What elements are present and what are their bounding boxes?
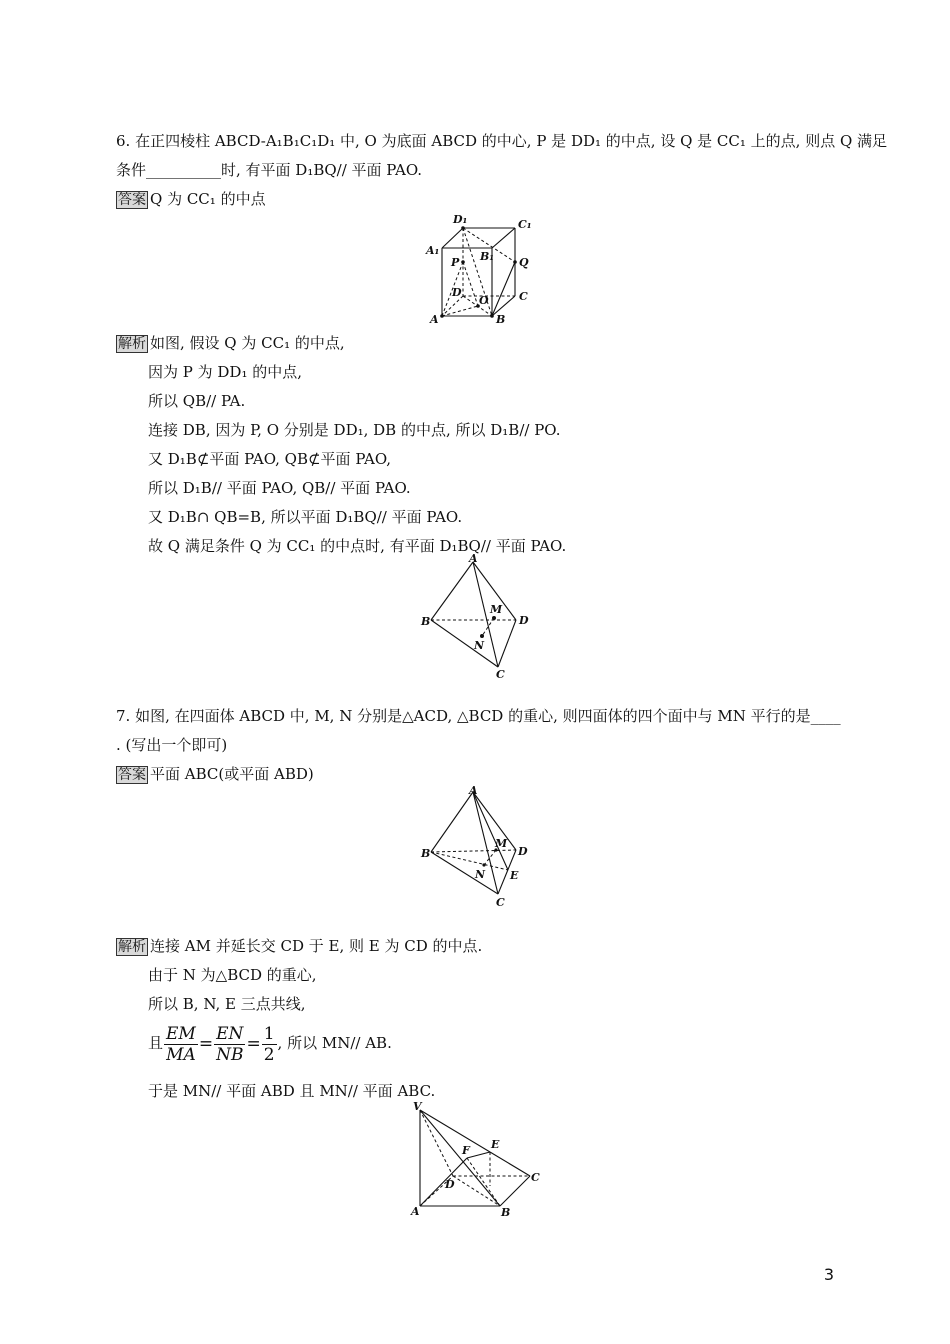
fraction-numerator: 1: [263, 1023, 275, 1044]
label-D: D: [452, 286, 462, 299]
pyramid-figure: [405, 1098, 550, 1223]
problem-6-line-2: 条件__________时, 有平面 D₁BQ// 平面 PAO.: [116, 161, 423, 179]
fraction-em-ma: [164, 1024, 198, 1065]
label-E: E: [491, 1138, 500, 1151]
label-E: E: [510, 869, 519, 882]
fraction-numerator: EM: [166, 1023, 196, 1044]
problem-7-analysis-2: 所以 B, N, E 三点共线,: [148, 995, 306, 1013]
problem-6-analysis-2: 所以 QB// PA.: [148, 392, 246, 410]
label-C: C: [496, 668, 505, 680]
problem-7-answer: [116, 764, 314, 784]
label-M: M: [495, 837, 508, 850]
label-A: A: [469, 552, 478, 565]
problem-7-analysis-0: [116, 936, 482, 956]
label-Q: Q: [519, 256, 529, 269]
fraction-denominator: 2: [263, 1044, 275, 1065]
label-V: V: [413, 1100, 422, 1113]
label-M: M: [490, 603, 503, 616]
problem-6-analysis-0: [116, 333, 345, 353]
label-N: N: [475, 868, 486, 881]
fraction-one-half: [262, 1024, 277, 1065]
page-number: 3: [823, 1265, 834, 1284]
tetrahedron-figure-2: [418, 782, 533, 912]
label-D1: D₁: [453, 213, 468, 226]
label-B: B: [421, 615, 431, 628]
problem-6-analysis-4: 又 D₁B⊄平面 PAO, QB⊄平面 PAO,: [148, 450, 392, 468]
problem-6-analysis-5: 所以 D₁B// 平面 PAO, QB// 平面 PAO.: [148, 479, 411, 497]
fraction-denominator: NB: [216, 1044, 244, 1065]
label-F: F: [462, 1144, 470, 1157]
label-A: A: [411, 1205, 420, 1218]
label-D: D: [518, 845, 528, 858]
problem-6-analysis-6: 又 D₁B∩ QB=B, 所以平面 D₁BQ// 平面 PAO.: [148, 508, 463, 526]
fraction-prefix: 且: [148, 1034, 164, 1052]
fraction-suffix: , 所以 MN// AB.: [277, 1034, 392, 1052]
problem-7-analysis-1: 由于 N 为△BCD 的重心,: [148, 966, 317, 984]
label-D: D: [445, 1178, 455, 1191]
label-B1: B₁: [480, 250, 495, 263]
label-O: O: [479, 294, 489, 307]
fraction-line: [148, 1022, 392, 1065]
label-N: N: [474, 639, 485, 652]
label-A: A: [430, 313, 439, 326]
fraction-numerator: EN: [214, 1024, 245, 1045]
label-C: C: [531, 1171, 540, 1184]
problem-6-analysis-3: 连接 DB, 因为 P, O 分别是 DD₁, DB 的中点, 所以 D₁B// PO.: [148, 421, 561, 439]
analysis-tag: 解析: [118, 336, 146, 352]
label-B: B: [501, 1206, 511, 1219]
fraction-en-nb: [214, 1024, 245, 1065]
answer-tag: 答案: [118, 192, 146, 208]
problem-6-answer: [116, 189, 266, 209]
label-A: A: [469, 784, 478, 797]
equals-sign: =: [198, 1034, 214, 1054]
problem-6-analysis-7: 故 Q 满足条件 Q 为 CC₁ 的中点时, 有平面 D₁BQ// 平面 PAO.: [148, 537, 567, 555]
analysis-text: 如图, 假设 Q 为 CC₁ 的中点,: [150, 334, 345, 352]
answer-text: 平面 ABC(或平面 ABD): [150, 765, 314, 783]
label-C: C: [519, 290, 528, 303]
problem-6-line-1: 6. 在正四棱柱 ABCD-A₁B₁C₁D₁ 中, O 为底面 ABCD 的中心, P 是 DD₁ 的中点, 设 Q 是 CC₁ 上的点, 则点 Q 满足: [116, 132, 888, 150]
fraction-denominator: MA: [166, 1044, 196, 1065]
label-D: D: [519, 614, 529, 627]
label-A1: A₁: [426, 244, 440, 257]
equals-sign: =: [246, 1034, 261, 1054]
analysis-text: 连接 AM 并延长交 CD 于 E, 则 E 为 CD 的中点.: [150, 937, 483, 955]
label-P: P: [451, 256, 460, 269]
label-C: C: [496, 896, 505, 909]
label-B: B: [496, 313, 506, 326]
answer-text: Q 为 CC₁ 的中点: [150, 190, 266, 208]
problem-7-line-1: 7. 如图, 在四面体 ABCD 中, M, N 分别是△ACD, △BCD 的重心, 则四面体的四个面中与 MN 平行的是____: [116, 707, 841, 725]
label-B: B: [421, 847, 431, 860]
problem-7-conclusion: 于是 MN// 平面 ABD 且 MN// 平面 ABC.: [148, 1082, 436, 1100]
tetrahedron-figure-1: [418, 552, 533, 680]
problem-6-analysis-1: 因为 P 为 DD₁ 的中点,: [148, 363, 302, 381]
answer-tag: 答案: [118, 767, 146, 783]
problem-7-line-2: . (写出一个即可): [116, 736, 228, 754]
prism-figure: [420, 208, 535, 328]
label-C1: C₁: [518, 218, 532, 231]
analysis-tag: 解析: [118, 939, 146, 955]
